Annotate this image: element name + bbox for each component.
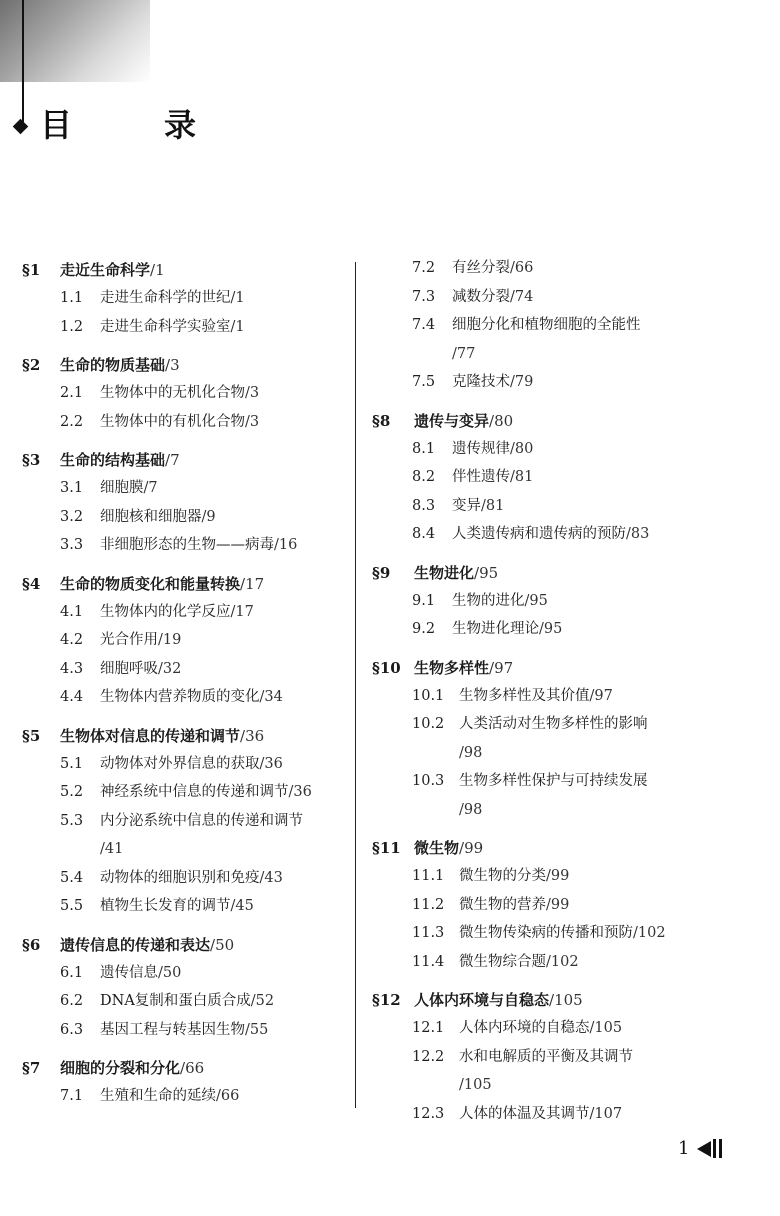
entry-title-wrap (100, 807, 352, 864)
entry-number: 4.4 (60, 689, 84, 705)
entry-title: 细胞核和细胞器 (100, 508, 202, 525)
chapter-title: 微生物 (414, 839, 460, 857)
toc-entry[interactable] (22, 987, 352, 1016)
entry-title-wrap (452, 435, 722, 464)
entry-title: 水和电解质的平衡及其调节 (459, 1048, 633, 1065)
entry-title: 动物体对外界信息的获取 (100, 755, 260, 772)
entry-number: 5.3 (60, 812, 84, 829)
toc-entry[interactable] (372, 615, 722, 644)
chapter-page: /36 (240, 726, 265, 745)
entry-page: /50 (158, 964, 182, 981)
entry-page: /81 (510, 469, 534, 485)
toc-entry[interactable] (22, 474, 352, 503)
toc-entry[interactable] (372, 891, 722, 920)
entry-title: 微生物综合题 (459, 953, 546, 970)
toc-left-column (22, 256, 352, 1111)
entry-title-wrap (459, 767, 722, 824)
entry-title-wrap (100, 474, 352, 503)
entry-page: /80 (510, 440, 534, 457)
toc-entry[interactable] (372, 435, 722, 464)
chapter-group (372, 834, 722, 976)
entry-title-wrap (459, 919, 722, 948)
entry-number: 6.2 (60, 993, 84, 1009)
toc-entry[interactable] (22, 864, 352, 893)
toc-entry[interactable] (372, 283, 722, 312)
entry-number: 8.4 (412, 526, 436, 542)
entry-title: 减数分裂 (452, 288, 510, 305)
chapter-number: §6 (22, 935, 41, 954)
entry-number: 2.2 (60, 413, 84, 430)
entry-title-wrap (100, 959, 352, 988)
chapter-heading[interactable] (22, 351, 352, 379)
entry-title-wrap (459, 682, 722, 711)
toc-entry[interactable] (22, 379, 352, 408)
toc-entry[interactable] (22, 1016, 352, 1045)
chapter-group (372, 986, 722, 1128)
entry-number: 10.3 (412, 773, 445, 789)
chapter-page: /80 (489, 411, 514, 430)
toc-entry[interactable] (22, 284, 352, 313)
entry-page: /9 (201, 508, 216, 525)
chapter-heading[interactable] (22, 931, 352, 959)
entry-page: /66 (510, 260, 534, 276)
entry-page: /97 (589, 687, 613, 704)
entry-title: 人类活动对生物多样性的影响 (459, 716, 648, 732)
entry-title: 内分泌系统中信息的传递和调节 (100, 812, 303, 829)
diamond-bullet-icon (13, 119, 29, 135)
entry-title-wrap (100, 655, 352, 684)
toc-right-column (372, 254, 722, 1128)
entry-title: 生殖和生命的延续 (100, 1088, 216, 1104)
toc-entry[interactable] (372, 862, 722, 891)
chapter-number: §11 (372, 839, 401, 857)
entry-number: 7.5 (412, 374, 436, 390)
entry-title: 生物体中的有机化合物 (100, 413, 245, 430)
entry-page: /66 (216, 1088, 240, 1104)
chapter-group (372, 654, 722, 825)
entry-title: 生物多样性保护与可持续发展 (459, 773, 648, 789)
entry-title-wrap (100, 531, 352, 560)
entry-title-wrap (459, 1014, 722, 1043)
toc-entry[interactable] (22, 655, 352, 684)
toc-entry[interactable] (372, 463, 722, 492)
entry-title-wrap (459, 891, 722, 920)
entry-number: 11.1 (412, 868, 445, 884)
entry-number: 3.3 (60, 537, 84, 553)
chapter-heading[interactable] (372, 986, 722, 1014)
chapter-page: /99 (459, 839, 484, 857)
chapter-title: 生命的结构基础 (60, 451, 166, 469)
entry-title-wrap (100, 408, 352, 437)
chapter-page: /66 (180, 1059, 205, 1077)
entry-page: /17 (230, 603, 254, 620)
entry-page: /99 (546, 868, 570, 884)
toc-entry[interactable] (22, 778, 352, 807)
chapter-title: 生物进化 (414, 563, 475, 582)
chapter-number: §1 (22, 261, 41, 279)
entry-number: 10.2 (412, 716, 445, 732)
toc-entry[interactable] (372, 710, 722, 767)
toc-entry[interactable] (22, 1082, 352, 1111)
entry-title-wrap (100, 683, 352, 712)
toc-entry[interactable] (372, 311, 722, 368)
toc-entry[interactable] (22, 408, 352, 437)
entry-title-wrap (100, 626, 352, 655)
toc-entry[interactable] (22, 959, 352, 988)
toc-entry[interactable] (372, 368, 722, 397)
entry-title: 走进生命科学实验室 (100, 318, 231, 335)
entry-number: 12.3 (412, 1105, 445, 1122)
entry-number: 3.1 (60, 480, 84, 496)
chapter-page: /105 (549, 991, 583, 1009)
entry-number: 7.2 (412, 260, 436, 276)
chapter-title: 生命的物质基础 (60, 356, 166, 374)
chapter-group (22, 446, 352, 560)
chapter-title: 生命的物质变化和能量转换 (60, 574, 241, 593)
entry-number: 4.1 (60, 603, 84, 620)
chapter-number: §9 (372, 563, 391, 582)
entry-title-wrap (459, 710, 722, 767)
chapter-group (22, 351, 352, 436)
entry-title: 人类遗传病和遗传病的预防 (452, 526, 626, 542)
entry-title: 微生物传染病的传播和预防 (459, 925, 633, 941)
entry-title-wrap (452, 463, 722, 492)
toc-entry[interactable] (372, 682, 722, 711)
entry-page: /77 (452, 345, 476, 362)
entry-title-wrap (100, 1082, 352, 1111)
entry-title-wrap (459, 1043, 722, 1100)
entry-title-wrap (100, 750, 352, 779)
entry-title: 生物多样性及其价值 (459, 687, 590, 704)
entry-number: 5.4 (60, 869, 84, 886)
entry-page: /98 (459, 744, 483, 761)
chapter-page: /3 (165, 356, 180, 374)
entry-title: 动物体的细胞识别和免疫 (100, 869, 260, 886)
entry-title-wrap (100, 313, 352, 342)
toc-entry[interactable] (372, 767, 722, 824)
entry-page: /79 (510, 374, 534, 390)
entry-title: 神经系统中信息的传递和调节 (100, 784, 289, 800)
chapter-heading[interactable] (372, 834, 722, 862)
entry-title-wrap (459, 862, 722, 891)
entry-number: 9.2 (412, 621, 436, 637)
chapter-group (372, 407, 722, 549)
entry-number: 11.2 (412, 896, 445, 913)
entry-title: 微生物的分类 (459, 868, 546, 884)
column-divider (355, 262, 356, 1108)
chapter-title: 遗传与变异 (414, 411, 490, 430)
toc-entry[interactable] (372, 520, 722, 549)
chapter-page: /1 (150, 261, 165, 279)
chapter-number: §12 (372, 991, 401, 1009)
chapter-number: §5 (22, 726, 41, 745)
entry-title-wrap (452, 520, 722, 549)
entry-number: 6.1 (60, 964, 84, 981)
entry-page: /32 (158, 660, 182, 677)
entry-number: 11.4 (412, 953, 445, 970)
chapter-group (22, 1054, 352, 1111)
entry-title: 遗传信息 (100, 964, 158, 981)
entry-title: 遗传规律 (452, 440, 510, 457)
chapter-title: 生物体对信息的传递和调节 (60, 726, 241, 745)
entry-title: 走进生命科学的世纪 (100, 290, 231, 306)
entry-number: 4.3 (60, 660, 84, 677)
entry-title: 非细胞形态的生物——病毒 (100, 537, 274, 553)
toc-entry[interactable] (22, 598, 352, 627)
toc-entry[interactable] (22, 807, 352, 864)
toc-entry[interactable] (22, 531, 352, 560)
entry-number: 1.2 (60, 318, 84, 335)
entry-title-wrap (459, 1100, 722, 1129)
entry-title-wrap (100, 379, 352, 408)
entry-number: 5.5 (60, 898, 84, 914)
entry-page: /3 (245, 413, 260, 430)
toc-entry[interactable] (372, 587, 722, 616)
entry-page: /81 (481, 497, 505, 514)
entry-title: 变异 (452, 497, 481, 514)
page-arrow-icon (697, 1141, 711, 1157)
chapter-page: /7 (165, 451, 180, 469)
entry-title: 光合作用 (100, 632, 158, 648)
chapter-group (22, 931, 352, 1045)
chapter-heading[interactable] (22, 446, 352, 474)
chapter-heading[interactable] (22, 570, 352, 598)
entry-page: /45 (230, 898, 254, 914)
toc-entry[interactable] (372, 1014, 722, 1043)
entry-number: 5.2 (60, 784, 84, 800)
entry-page: /36 (288, 784, 312, 800)
entry-number: 7.4 (412, 317, 436, 333)
entry-page: /102 (633, 925, 666, 941)
chapter-number: §10 (372, 658, 401, 677)
entry-title: 生物体内营养物质的变化 (100, 689, 260, 705)
page-bar-icon (713, 1139, 716, 1158)
entry-page: /102 (546, 953, 579, 970)
page-bar-icon (719, 1139, 722, 1158)
entry-title: 生物的进化 (452, 592, 525, 609)
entry-number: 7.3 (412, 288, 436, 305)
entry-page: /36 (259, 755, 283, 772)
entry-title-wrap (452, 492, 722, 521)
entry-title: 伴性遗传 (452, 469, 510, 485)
entry-number: 5.1 (60, 755, 84, 772)
entry-number: 10.1 (412, 687, 445, 704)
entry-page: /41 (100, 841, 124, 857)
entry-title-wrap (100, 503, 352, 532)
page-title: 目 录 (40, 106, 227, 144)
chapter-page: /17 (240, 574, 265, 593)
entry-number: 1.1 (60, 290, 84, 306)
entry-title-wrap (452, 587, 722, 616)
entry-title: 细胞膜 (100, 480, 144, 496)
entry-page: /105 (589, 1020, 623, 1036)
entry-page: /83 (626, 526, 650, 542)
entry-number: 8.1 (412, 440, 436, 457)
chapter-heading[interactable] (372, 654, 722, 682)
entry-number: 12.2 (412, 1048, 445, 1065)
entry-title: 细胞呼吸 (100, 660, 158, 677)
toc-entry[interactable] (372, 948, 722, 977)
toc-entry[interactable] (372, 1100, 722, 1129)
entry-title-wrap (452, 615, 722, 644)
entry-title: 生物体内的化学反应 (100, 603, 231, 620)
toc-entry[interactable] (372, 254, 722, 283)
chapter-group (372, 559, 722, 644)
chapter-group (22, 256, 352, 341)
chapter-number: §8 (372, 411, 391, 430)
entry-title: 生物进化理论 (452, 621, 539, 637)
entry-title-wrap (100, 778, 352, 807)
chapter-title: 走近生命科学 (60, 261, 151, 279)
entry-title: 细胞分化和植物细胞的全能性 (452, 317, 641, 333)
toc-entry[interactable] (372, 919, 722, 948)
entry-number: 7.1 (60, 1088, 84, 1104)
chapter-page: /97 (489, 658, 514, 677)
entry-title: 人体的体温及其调节 (459, 1105, 590, 1122)
entry-page: /52 (250, 993, 275, 1009)
entry-title: 克隆技术 (452, 374, 510, 390)
chapter-group (372, 254, 722, 397)
entry-title-wrap (100, 598, 352, 627)
entry-title-wrap (459, 948, 722, 977)
entry-number: 8.2 (412, 469, 436, 485)
toc-entry[interactable] (372, 1043, 722, 1100)
entry-title-wrap (100, 1016, 352, 1045)
entry-number: 2.1 (60, 385, 84, 401)
toc-entry[interactable] (22, 503, 352, 532)
entry-page: /98 (459, 801, 483, 818)
chapter-heading[interactable] (22, 722, 352, 750)
entry-page: /16 (274, 537, 298, 553)
toc-entry[interactable] (22, 750, 352, 779)
chapter-group (22, 570, 352, 712)
entry-page: /43 (259, 869, 283, 886)
toc-entry[interactable] (22, 892, 352, 921)
toc-entry[interactable] (22, 313, 352, 342)
chapter-page: /95 (474, 563, 499, 582)
chapter-heading[interactable] (22, 256, 352, 284)
entry-page: /99 (546, 896, 570, 913)
entry-page: /95 (524, 592, 548, 609)
chapter-group (22, 722, 352, 921)
entry-page: /105 (459, 1077, 492, 1093)
entry-title-wrap (100, 864, 352, 893)
page-number: 1 (678, 1138, 690, 1159)
entry-page: /34 (259, 689, 283, 705)
entry-title-wrap (452, 283, 722, 312)
entry-title-wrap (452, 254, 722, 283)
chapter-title: 遗传信息的传递和表达 (60, 935, 211, 954)
toc-entry[interactable] (22, 626, 352, 655)
entry-number: 8.3 (412, 497, 436, 514)
entry-title-wrap (100, 284, 352, 313)
chapter-title: 人体内环境与自稳态 (414, 991, 550, 1009)
chapter-number: §7 (22, 1059, 41, 1077)
chapter-page: /50 (210, 935, 235, 954)
entry-page: /107 (589, 1105, 623, 1122)
entry-title-wrap (452, 368, 722, 397)
entry-title: 人体内环境的自稳态 (459, 1020, 590, 1036)
entry-title: 植物生长发育的调节 (100, 898, 231, 914)
chapter-number: §2 (22, 356, 41, 374)
entry-page: /74 (510, 288, 534, 305)
chapter-heading[interactable] (22, 1054, 352, 1082)
chapter-number: §3 (22, 451, 41, 469)
entry-title: 微生物的营养 (459, 896, 546, 913)
entry-title: 生物体中的无机化合物 (100, 385, 245, 401)
entry-page: /1 (230, 318, 245, 335)
entry-title: DNA复制和蛋白质合成 (100, 993, 251, 1009)
entry-number: 6.3 (60, 1021, 84, 1038)
entry-title-wrap (100, 987, 352, 1016)
chapter-title: 生物多样性 (414, 658, 490, 677)
entry-page: /95 (539, 621, 563, 637)
entry-page: /19 (158, 632, 182, 648)
entry-number: 3.2 (60, 508, 84, 525)
entry-number: 4.2 (60, 632, 84, 648)
entry-number: 9.1 (412, 592, 436, 609)
entry-title: 有丝分裂 (452, 260, 510, 276)
chapter-title: 细胞的分裂和分化 (60, 1059, 181, 1077)
entry-page: /7 (143, 480, 158, 496)
entry-page: /1 (230, 290, 245, 306)
entry-title-wrap (100, 892, 352, 921)
toc-entry[interactable] (372, 492, 722, 521)
entry-number: 11.3 (412, 925, 445, 941)
chapter-heading[interactable] (372, 559, 722, 587)
entry-number: 12.1 (412, 1020, 445, 1036)
entry-page: /3 (245, 385, 260, 401)
entry-title: 基因工程与转基因生物 (100, 1021, 245, 1038)
entry-page: /55 (245, 1021, 269, 1038)
corner-rule (22, 0, 24, 128)
chapter-number: §4 (22, 574, 41, 593)
toc-entry[interactable] (22, 683, 352, 712)
chapter-heading[interactable] (372, 407, 722, 435)
entry-title-wrap (452, 311, 722, 368)
